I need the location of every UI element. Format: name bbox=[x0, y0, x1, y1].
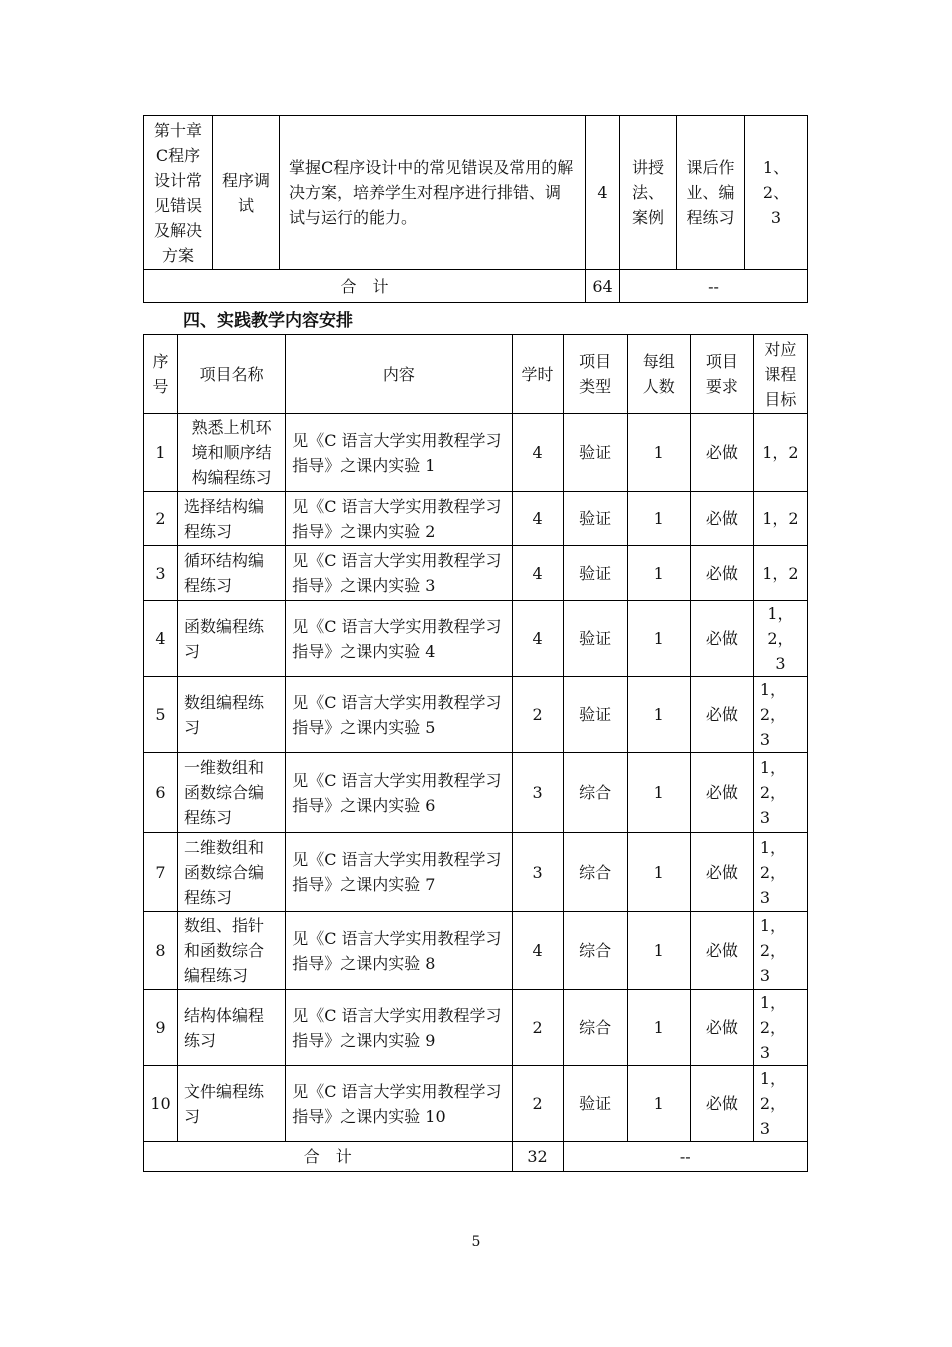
row-type: 综合 bbox=[563, 753, 627, 833]
table-row bbox=[144, 833, 808, 912]
row-content: 见《C 语言大学实用教程学习指导》之课内实验 2 bbox=[286, 492, 512, 546]
row-seq: 2 bbox=[144, 492, 178, 546]
total-hours: 32 bbox=[512, 1142, 563, 1172]
table-row bbox=[144, 1066, 808, 1142]
table-row bbox=[144, 414, 808, 492]
total-hours: 64 bbox=[586, 270, 620, 303]
row-req: 必做 bbox=[690, 833, 753, 912]
header-obj: 对应 课程 目标 bbox=[753, 335, 807, 414]
row-type: 验证 bbox=[563, 677, 627, 753]
table-row bbox=[144, 492, 808, 546]
row-group: 1 bbox=[627, 1066, 690, 1142]
row-type: 验证 bbox=[563, 601, 627, 677]
row-req: 必做 bbox=[690, 677, 753, 753]
method-cell: 讲授 法、 案例 bbox=[620, 116, 677, 270]
row-content: 见《C 语言大学实用教程学习指导》之课内实验 3 bbox=[286, 546, 512, 601]
row-req: 必做 bbox=[690, 546, 753, 601]
row-name: 文件编程练 习 bbox=[178, 1066, 286, 1142]
row-group: 1 bbox=[627, 833, 690, 912]
row-name: 函数编程练 习 bbox=[178, 601, 286, 677]
row-content: 见《C 语言大学实用教程学习指导》之课内实验 7 bbox=[286, 833, 512, 912]
row-req: 必做 bbox=[690, 990, 753, 1066]
row-group: 1 bbox=[627, 753, 690, 833]
row-hours: 4 bbox=[512, 601, 563, 677]
row-name: 选择结构编 程练习 bbox=[178, 492, 286, 546]
row-seq: 10 bbox=[144, 1066, 178, 1142]
table-row bbox=[144, 912, 808, 990]
row-seq: 3 bbox=[144, 546, 178, 601]
chapter-cell: 第十章 C程序 设计常 见错误 及解决 方案 bbox=[144, 116, 213, 270]
row-req: 必做 bbox=[690, 601, 753, 677]
row-content: 见《C 语言大学实用教程学习指导》之课内实验 5 bbox=[286, 677, 512, 753]
header-type: 项目 类型 bbox=[563, 335, 627, 414]
row-hours: 4 bbox=[512, 912, 563, 990]
row-group: 1 bbox=[627, 414, 690, 492]
row-obj: 1，2 bbox=[753, 546, 807, 601]
hours-cell: 4 bbox=[586, 116, 620, 270]
chapter-schedule-table bbox=[143, 115, 808, 303]
row-seq: 7 bbox=[144, 833, 178, 912]
practice-header-row bbox=[144, 335, 808, 414]
row-obj: 1，2， 3 bbox=[753, 601, 807, 677]
table-row bbox=[144, 601, 808, 677]
table-row bbox=[144, 990, 808, 1066]
row-req: 必做 bbox=[690, 912, 753, 990]
row-name: 结构体编程 练习 bbox=[178, 990, 286, 1066]
row-name: 循环结构编 程练习 bbox=[178, 546, 286, 601]
table-row bbox=[144, 546, 808, 601]
row-obj: 1，2， 3 bbox=[753, 753, 807, 833]
section-heading: 四、实践教学内容安排 bbox=[183, 311, 353, 331]
row-hours: 4 bbox=[512, 546, 563, 601]
row-hours: 2 bbox=[512, 1066, 563, 1142]
row-type: 综合 bbox=[563, 990, 627, 1066]
row-type: 验证 bbox=[563, 492, 627, 546]
row-group: 1 bbox=[627, 601, 690, 677]
row-seq: 5 bbox=[144, 677, 178, 753]
row-obj: 1，2 bbox=[753, 414, 807, 492]
row-req: 必做 bbox=[690, 753, 753, 833]
total-rest: -- bbox=[563, 1142, 807, 1172]
row-obj: 1，2， 3 bbox=[753, 990, 807, 1066]
row-seq: 8 bbox=[144, 912, 178, 990]
table-row bbox=[144, 677, 808, 753]
row-seq: 9 bbox=[144, 990, 178, 1066]
chapter-total-row bbox=[144, 270, 808, 303]
row-type: 验证 bbox=[563, 546, 627, 601]
row-hours: 4 bbox=[512, 492, 563, 546]
row-seq: 1 bbox=[144, 414, 178, 492]
row-type: 综合 bbox=[563, 833, 627, 912]
row-hours: 3 bbox=[512, 833, 563, 912]
row-type: 验证 bbox=[563, 414, 627, 492]
row-name: 一维数组和 函数综合编 程练习 bbox=[178, 753, 286, 833]
row-content: 见《C 语言大学实用教程学习指导》之课内实验 8 bbox=[286, 912, 512, 990]
content-cell: 掌握C程序设计中的常见错误及常用的解决方案，培养学生对程序进行排错、调试与运行的能力。 bbox=[280, 116, 586, 270]
row-content: 见《C 语言大学实用教程学习指导》之课内实验 6 bbox=[286, 753, 512, 833]
homework-cell: 课后作 业、编 程练习 bbox=[677, 116, 745, 270]
header-seq: 序 号 bbox=[144, 335, 178, 414]
row-req: 必做 bbox=[690, 1066, 753, 1142]
row-content: 见《C 语言大学实用教程学习指导》之课内实验 4 bbox=[286, 601, 512, 677]
row-name: 熟悉上机环 境和顺序结 构编程练习 bbox=[178, 414, 286, 492]
row-hours: 2 bbox=[512, 990, 563, 1066]
row-hours: 2 bbox=[512, 677, 563, 753]
row-name: 二维数组和 函数综合编 程练习 bbox=[178, 833, 286, 912]
table-row bbox=[144, 753, 808, 833]
header-group: 每组 人数 bbox=[627, 335, 690, 414]
row-group: 1 bbox=[627, 677, 690, 753]
row-obj: 1，2， 3 bbox=[753, 677, 807, 753]
row-req: 必做 bbox=[690, 492, 753, 546]
row-seq: 6 bbox=[144, 753, 178, 833]
row-type: 综合 bbox=[563, 912, 627, 990]
header-name: 项目名称 bbox=[178, 335, 286, 414]
row-obj: 1，2， 3 bbox=[753, 1066, 807, 1142]
row-seq: 4 bbox=[144, 601, 178, 677]
practice-total-row bbox=[144, 1142, 808, 1172]
row-name: 数组编程练 习 bbox=[178, 677, 286, 753]
row-type: 验证 bbox=[563, 1066, 627, 1142]
practice-table bbox=[143, 334, 808, 1172]
total-label: 合 计 bbox=[144, 1142, 513, 1172]
row-content: 见《C 语言大学实用教程学习指导》之课内实验 10 bbox=[286, 1066, 512, 1142]
page-number: 5 bbox=[471, 1234, 481, 1250]
row-content: 见《C 语言大学实用教程学习指导》之课内实验 1 bbox=[286, 414, 512, 492]
row-obj: 1，2 bbox=[753, 492, 807, 546]
row-hours: 4 bbox=[512, 414, 563, 492]
objectives-cell: 1、2、 3 bbox=[745, 116, 808, 270]
row-group: 1 bbox=[627, 912, 690, 990]
row-req: 必做 bbox=[690, 414, 753, 492]
row-group: 1 bbox=[627, 546, 690, 601]
row-obj: 1，2， 3 bbox=[753, 833, 807, 912]
row-obj: 1，2， 3 bbox=[753, 912, 807, 990]
row-group: 1 bbox=[627, 990, 690, 1066]
row-name: 数组、指针 和函数综合 编程练习 bbox=[178, 912, 286, 990]
total-rest: -- bbox=[620, 270, 808, 303]
topic-cell: 程序调 试 bbox=[213, 116, 280, 270]
header-hours: 学时 bbox=[512, 335, 563, 414]
chapter-row bbox=[144, 116, 808, 270]
row-hours: 3 bbox=[512, 753, 563, 833]
row-content: 见《C 语言大学实用教程学习指导》之课内实验 9 bbox=[286, 990, 512, 1066]
header-req: 项目 要求 bbox=[690, 335, 753, 414]
total-label: 合 计 bbox=[144, 270, 586, 303]
header-content: 内容 bbox=[286, 335, 512, 414]
row-group: 1 bbox=[627, 492, 690, 546]
